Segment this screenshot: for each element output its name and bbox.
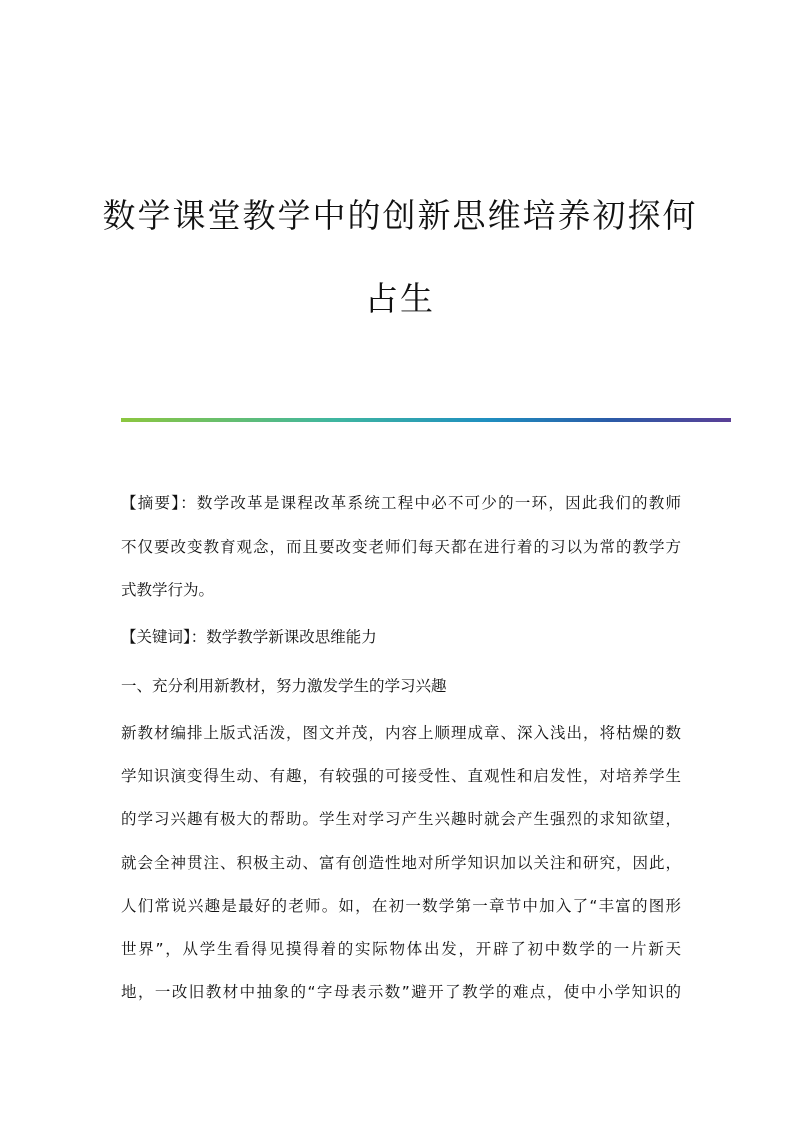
section-1-line-3: 的学习兴趣有极大的帮助。学生对学习产生兴趣时就会产生强烈的求知欲望， [121, 810, 681, 828]
abstract-line-1: 【摘要】：数学改革是课程改革系统工程中必不可少的一环，因此我们的教师 [121, 494, 681, 512]
section-1-line-7: 地，一改旧教材中抽象的“字母表示数”避开了教学的难点，使中小学知识的 [121, 983, 681, 1001]
section-1-line-6: 世界”，从学生看得见摸得着的实际物体出发，开辟了初中数学的一片新天 [121, 940, 681, 958]
keywords-line: 【关键词】：数学教学新课改思维能力 [121, 628, 377, 646]
abstract-line-2: 不仅要改变教育观念，而且要改变老师们每天都在进行着的习以为常的教学方 [121, 538, 681, 556]
section-1-line-5: 人们常说兴趣是最好的老师。如，在初一数学第一章节中加入了“丰富的图形 [121, 897, 681, 915]
section-1-line-2: 学知识演变得生动、有趣，有较强的可接受性、直观性和启发性，对培养学生 [121, 767, 681, 785]
section-1-line-4: 就会全神贯注、积极主动、富有创造性地对所学知识加以关注和研究，因此， [121, 854, 681, 872]
document-title-line-1: 数学课堂教学中的创新思维培养初探何 [102, 196, 698, 235]
section-1-heading: 一、充分利用新教材，努力激发学生的学习兴趣 [121, 677, 447, 695]
section-1-line-1: 新教材编排上版式活泼，图文并茂，内容上顺理成章、深入浅出，将枯燥的数 [121, 724, 681, 742]
document-title-line-2: 占生 [365, 279, 435, 318]
gradient-divider [121, 418, 731, 422]
abstract-line-3: 式教学行为。 [121, 581, 215, 599]
